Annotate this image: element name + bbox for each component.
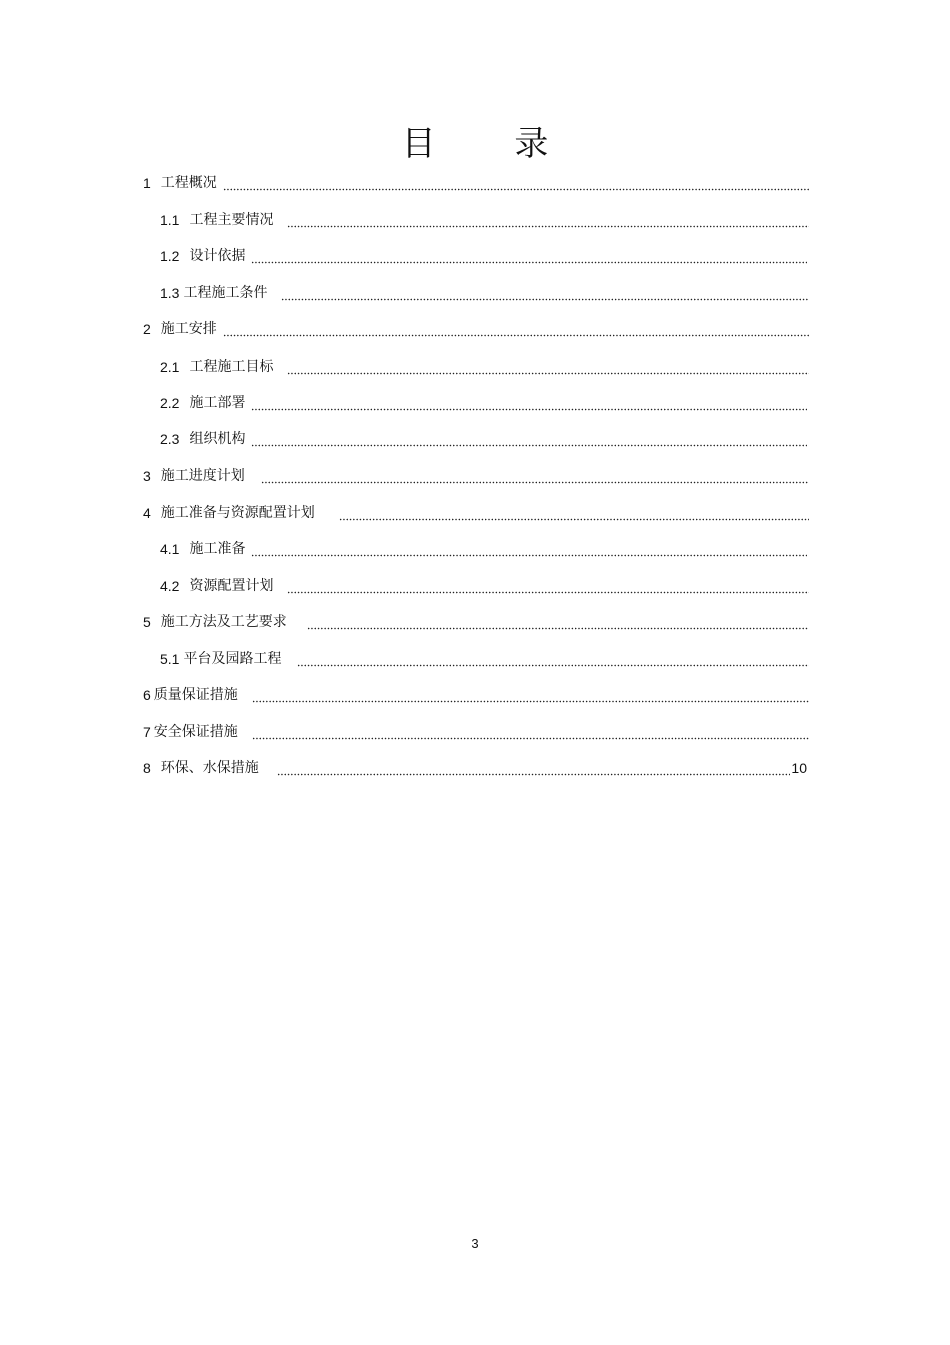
toc-dot-leader xyxy=(223,175,809,191)
toc-entry[interactable] xyxy=(143,721,809,743)
toc-dot-leader xyxy=(251,395,807,411)
toc-entry-title: 平台及园路工程 xyxy=(183,651,282,667)
toc-dot-leader xyxy=(307,614,809,630)
toc-entry[interactable] xyxy=(160,538,807,560)
toc-entry-title: 施工准备与资源配置计划 xyxy=(160,505,315,521)
toc-entry[interactable] xyxy=(143,502,809,524)
toc-entry-number: 1.1 xyxy=(160,212,180,228)
table-of-contents xyxy=(0,166,950,786)
toc-entry-title: 设计依据 xyxy=(189,248,246,264)
toc-dot-leader xyxy=(281,285,809,301)
toc-entry[interactable] xyxy=(160,392,807,414)
toc-dot-leader xyxy=(287,578,809,594)
toc-entry[interactable] xyxy=(160,356,809,378)
toc-entry-title: 环保、水保措施 xyxy=(160,760,259,776)
toc-entry[interactable] xyxy=(143,172,809,194)
toc-entry-number: 4.1 xyxy=(160,541,180,557)
toc-entry-title: 施工安排 xyxy=(160,321,217,337)
toc-entry-number: 5.1 xyxy=(160,651,180,667)
toc-entry-title: 施工进度计划 xyxy=(160,468,245,484)
toc-entry-number: 4.2 xyxy=(160,578,180,594)
page-title: 目 录 xyxy=(401,124,583,164)
toc-dot-leader xyxy=(261,468,809,484)
toc-entry-title: 组织机构 xyxy=(189,431,246,447)
toc-entry-title: 工程施工条件 xyxy=(183,285,268,301)
toc-entry-number: 2 xyxy=(143,321,151,337)
page-number: 3 xyxy=(471,1236,479,1251)
toc-dot-leader xyxy=(223,321,809,337)
toc-entry-title: 工程施工目标 xyxy=(189,359,274,375)
toc-dot-leader xyxy=(339,505,809,521)
toc-entry-number: 1 xyxy=(143,175,151,191)
toc-entry[interactable] xyxy=(160,575,809,597)
toc-entry-title: 工程主要情况 xyxy=(189,212,274,228)
toc-entry-number: 6 xyxy=(143,687,151,703)
toc-entry-title: 工程概况 xyxy=(160,175,217,191)
toc-entry-number: 8 xyxy=(143,760,151,776)
toc-entry-number: 1.3 xyxy=(160,285,180,301)
toc-entry[interactable] xyxy=(143,757,807,779)
toc-entry[interactable] xyxy=(143,465,809,487)
toc-entry-page: 10 xyxy=(791,760,807,776)
toc-entry[interactable] xyxy=(160,282,809,304)
toc-dot-leader xyxy=(251,248,807,264)
toc-dot-leader xyxy=(287,359,809,375)
toc-dot-leader xyxy=(251,541,807,557)
toc-dot-leader xyxy=(252,687,809,703)
toc-entry-number: 4 xyxy=(143,505,151,521)
toc-entry-number: 7 xyxy=(143,724,151,740)
toc-entry-number: 2.3 xyxy=(160,431,180,447)
toc-dot-leader xyxy=(252,724,809,740)
toc-entry-title: 质量保证措施 xyxy=(153,687,238,703)
toc-entry[interactable] xyxy=(160,428,807,450)
toc-dot-leader xyxy=(277,760,791,776)
toc-entry-title: 安全保证措施 xyxy=(153,724,238,740)
toc-entry-number: 2.1 xyxy=(160,359,180,375)
toc-entry[interactable] xyxy=(160,245,807,267)
toc-entry-number: 5 xyxy=(143,614,151,630)
toc-dot-leader xyxy=(251,431,807,447)
toc-dot-leader xyxy=(287,212,809,228)
toc-entry-number: 2.2 xyxy=(160,395,180,411)
toc-entry-number: 3 xyxy=(143,468,151,484)
toc-entry-title: 施工方法及工艺要求 xyxy=(160,614,287,630)
toc-entry[interactable] xyxy=(143,318,809,340)
toc-entry[interactable] xyxy=(160,209,809,231)
toc-entry-number: 1.2 xyxy=(160,248,180,264)
toc-entry[interactable] xyxy=(160,648,809,670)
toc-entry[interactable] xyxy=(143,684,809,706)
toc-entry[interactable] xyxy=(143,611,809,633)
toc-entry-title: 资源配置计划 xyxy=(189,578,274,594)
toc-entry-title: 施工部署 xyxy=(189,395,246,411)
toc-dot-leader xyxy=(297,651,809,667)
toc-entry-title: 施工准备 xyxy=(189,541,246,557)
